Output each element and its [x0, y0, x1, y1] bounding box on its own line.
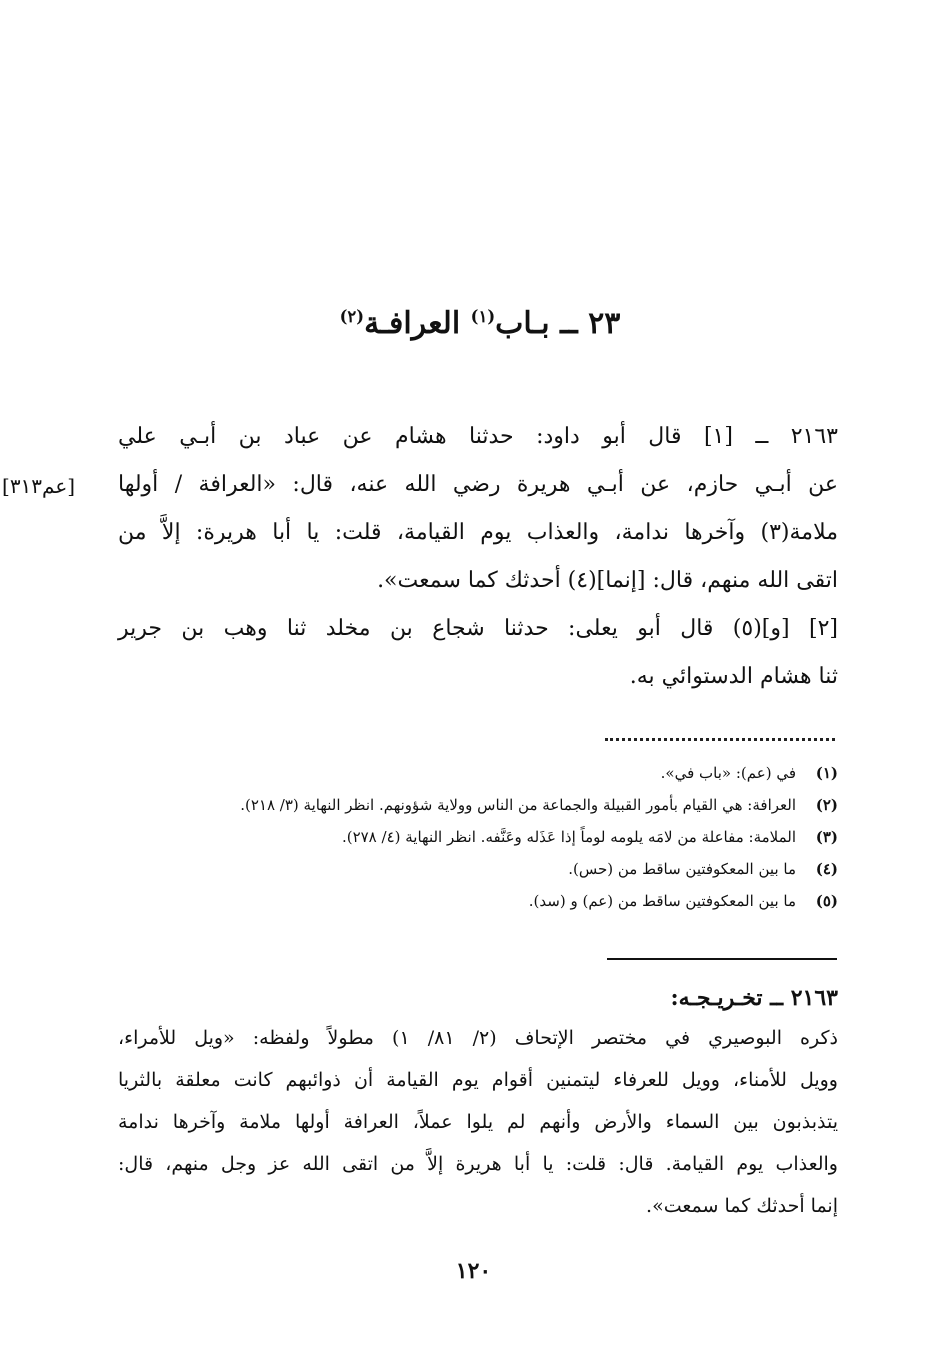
hadith-line: ٢١٦٣ ــ [١] قال أبو داود: حدثنا هشام عن عباد بن أبـي علي [118, 424, 838, 449]
takhrij-line: يتذبذبون بين السماء والأرض وأنهم لم يلوا عملاً، العرافة أولها ملامة وآخرها ندامة [118, 1111, 838, 1133]
footnote-ref-1: (١) [470, 307, 496, 326]
footnote-number: (٤) [815, 860, 838, 878]
takhrij-heading: ٢١٦٣ ــ تخـريـجـه: [670, 985, 838, 1011]
chapter-name: العرافـة [364, 306, 461, 341]
dotted-separator [605, 728, 835, 741]
footnote [118, 885, 838, 917]
takhrij-line: ذكره البوصيري في مختصر الإتحاف (٢/ ٨١/ ١) مطولاً ولفظه: «ويل للأمراء، [118, 1027, 838, 1049]
footnote-ref-2: (٢) [339, 307, 365, 326]
footnote-number: (٣) [815, 828, 838, 846]
page-number: ١٢٠ [455, 1258, 492, 1284]
footnote [118, 757, 838, 789]
footnote-text: ما بين المعكوفتين ساقط من (عم) و (سد). [528, 892, 796, 910]
chapter-word: بـاب [495, 306, 550, 341]
takhrij-line: وويل للأمناء، وويل للعرفاء ليتمنين أقوام يوم القيامة أن ذوائبهم كانت معلقة بالثريا [118, 1069, 838, 1091]
footnote-number: (٥) [815, 892, 838, 910]
footnote-text: ما بين المعكوفتين ساقط من (حس). [568, 860, 796, 878]
chapter-number: ٢٣ [588, 306, 621, 341]
chapter-title [120, 298, 840, 350]
section-rule [607, 958, 837, 960]
footnote [118, 789, 838, 821]
hadith-line: ثنا هشام الدستوائي به. [629, 664, 838, 689]
footnote-number: (٢) [815, 796, 838, 814]
hadith-line: [٢] [و](٥) قال أبو يعلى: حدثنا شجاع بن مخلد ثنا وهب بن جرير [118, 616, 838, 641]
footnote-text: الملامة: مفاعلة من لامَه يلومه لوماً إذا عَذَله وعَنَّفه. انظر النهاية (٤/ ٢٧٨). [341, 828, 796, 846]
takhrij-line: والعذاب يوم القيامة. قال: قلت: يا أبا هريرة إلاَّ من اتقى الله عز وجل منهم، قال: [118, 1153, 838, 1175]
hadith-text [118, 413, 838, 701]
hadith-line: عن أبـي حازم، عن أبـي هريرة رضي الله عنه، قال: «العرافة / أولها [118, 472, 838, 497]
footnotes [118, 757, 838, 917]
takhrij-text [118, 1017, 838, 1227]
takhrij-line: إنما أحدثك كما سمعت». [646, 1195, 838, 1217]
hadith-line: اتقى الله منهم، قال: [إنما](٤) أحدثك كما سمعت». [377, 568, 838, 593]
footnote [118, 821, 838, 853]
chapter-dash: ــ [560, 306, 578, 341]
footnote [118, 853, 838, 885]
footnote-text: العرافة: هي القيام بأمور القبيلة والجماعة من الناس وولاية شؤونهم. انظر النهاية (٣/ ٢١٨). [240, 796, 796, 814]
footnote-number: (١) [815, 764, 838, 782]
footnote-text: في (عم): «باب في». [660, 764, 796, 782]
manuscript-marker: [عم٣١٣] [2, 474, 76, 498]
hadith-line: ملامة(٣) وآخرها ندامة، والعذاب يوم القيامة، قلت: يا أبا هريرة: إلاَّ من [118, 520, 838, 545]
